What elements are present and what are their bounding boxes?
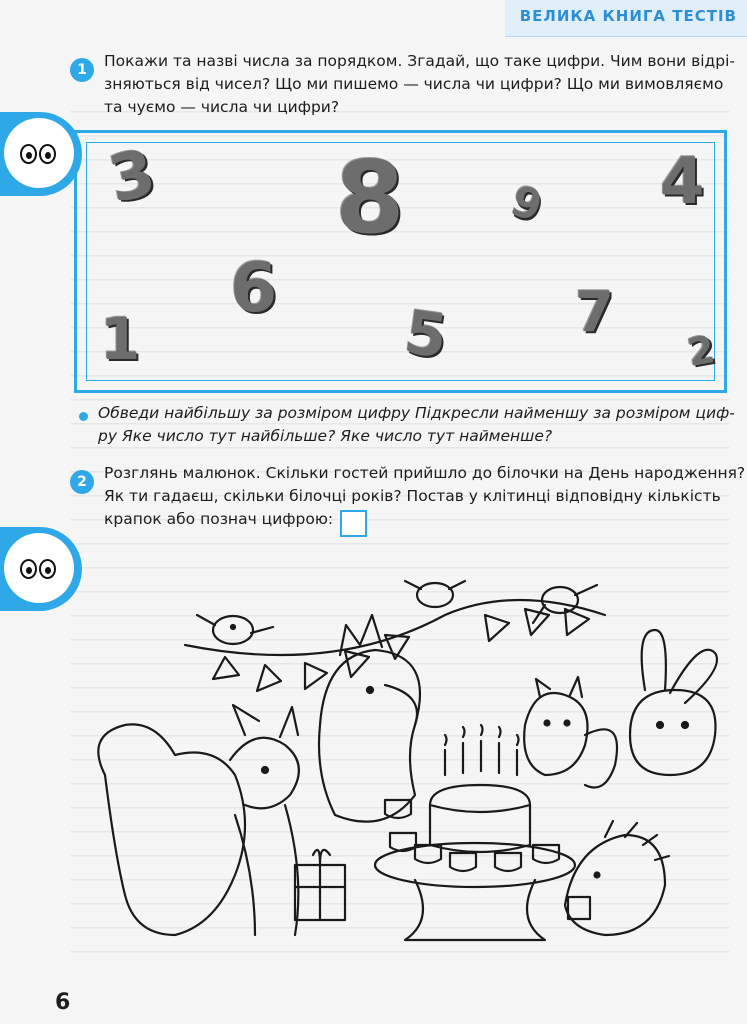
digit-2[interactable]: 2 xyxy=(684,327,719,375)
task-number-badge: 2 xyxy=(70,470,94,494)
text-line: ру Яке число тут найбільше? Яке число тут найменше? xyxy=(98,427,553,445)
answer-box[interactable] xyxy=(340,510,367,537)
bird-icon xyxy=(542,587,578,613)
text-line: Покажи та назві числа за порядком. Згадай, що таке цифри. Чим вони відрі- xyxy=(104,52,735,70)
digit-5[interactable]: 5 xyxy=(400,297,452,373)
face-icon xyxy=(4,533,74,603)
side-tab-bottom xyxy=(0,527,82,611)
gift-box-icon xyxy=(568,897,590,919)
digit-9[interactable]: 9 xyxy=(505,175,549,232)
bird-icon xyxy=(417,583,453,607)
candle-icon xyxy=(445,741,517,775)
text-line: Обведи найбільшу за розміром цифру Підкресли найменшу за розміром циф- xyxy=(98,404,735,422)
bullet xyxy=(79,412,88,421)
eye-icon xyxy=(39,559,56,579)
digit-7[interactable]: 7 xyxy=(575,280,614,345)
eye-icon xyxy=(20,144,37,164)
digit-3[interactable]: 3 xyxy=(102,136,162,218)
digit-6[interactable]: 6 xyxy=(230,249,278,328)
digit-1[interactable]: 1 xyxy=(100,305,141,373)
page-number: 6 xyxy=(55,990,71,1015)
eye-icon xyxy=(20,559,37,579)
header-band xyxy=(505,0,747,37)
text-line: Розглянь малюнок. Скільки гостей прийшло до білочки на День народження? xyxy=(104,464,746,482)
face-icon xyxy=(4,118,74,188)
sub-task-text xyxy=(98,402,735,448)
text-line: крапок або познач цифрою: xyxy=(104,510,334,528)
task-1-text xyxy=(104,50,735,119)
rabbit-ears-icon xyxy=(642,630,717,703)
text-line: та чуємо — числа чи цифри? xyxy=(104,98,340,116)
side-tab-top xyxy=(0,112,82,196)
task-2-text xyxy=(104,462,745,531)
book-title: ВЕЛИКА КНИГА ТЕСТІВ xyxy=(519,7,737,25)
task-number-badge: 1 xyxy=(70,58,94,82)
fox-tail-icon xyxy=(98,724,245,935)
wolf-icon xyxy=(319,650,420,822)
eye-icon xyxy=(39,144,56,164)
squirrel-icon xyxy=(524,693,587,775)
flag-icon xyxy=(213,609,589,691)
text-line: Як ти гадаєш, скільки білочці років? Постав у клітинці відповідну кількість xyxy=(104,487,721,505)
text-line: зняються від чисел? Що ми пишемо — числа чи цифри? Що ми вимовляємо xyxy=(104,75,724,93)
birthday-party-illustration xyxy=(85,575,740,955)
digit-8[interactable]: 8 xyxy=(335,139,405,256)
digit-4[interactable]: 4 xyxy=(660,145,705,219)
cup-icon xyxy=(385,800,559,871)
rabbit-icon xyxy=(630,690,716,775)
